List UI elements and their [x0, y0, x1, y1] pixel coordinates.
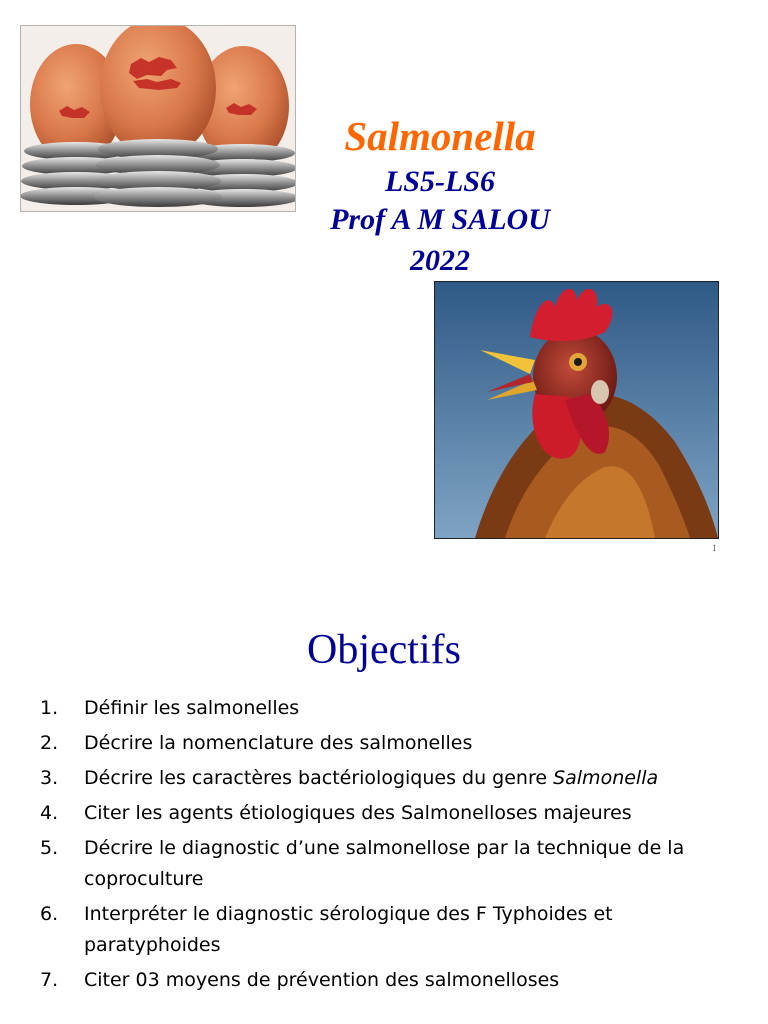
- professor-name: Prof A M SALOU: [330, 203, 550, 236]
- list-item: 2. Décrire la nomenclature des salmonelles: [40, 732, 473, 754]
- list-item: 3. Décrire les caractères bactériologiques du genre Salmonella: [40, 767, 659, 789]
- list-item: 4. Citer les agents étiologiques des Salmonelloses majeures: [40, 802, 632, 824]
- list-item: 5. Décrire le diagnostic d’une salmonellose par la technique de la coproculture: [40, 837, 685, 890]
- list-item: 7. Citer 03 moyens de prévention des salmonelloses: [40, 969, 560, 991]
- objectives-list: [40, 693, 740, 1000]
- page-number: 1: [712, 543, 717, 553]
- list-item: 6. Interpréter le diagnostic sérologique des F Typhoides et paratyphoides: [40, 903, 613, 956]
- eggs-photo: [20, 25, 296, 212]
- list-item: 1. Définir les salmonelles: [40, 697, 300, 719]
- course-code: LS5-LS6: [384, 165, 495, 198]
- year: 2022: [410, 244, 470, 277]
- objectives-title: Objectifs: [307, 627, 461, 673]
- objectives-slide: [0, 576, 768, 1024]
- rooster-photo: [434, 281, 719, 539]
- slide-title: Salmonella: [344, 113, 536, 159]
